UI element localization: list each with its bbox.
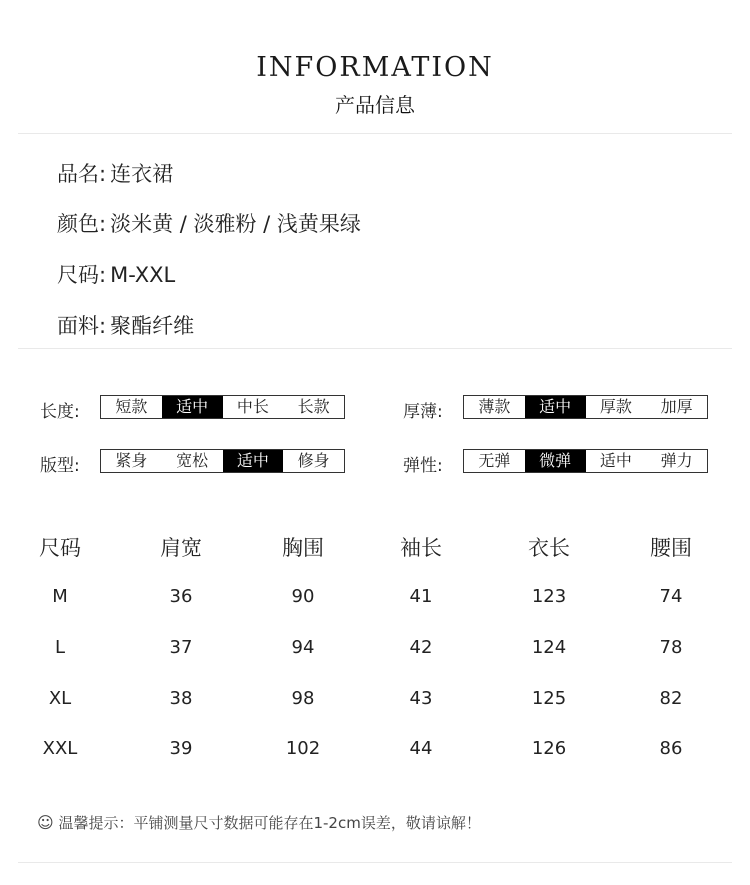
table-cell: 38 — [169, 688, 193, 709]
table-cell-size: XL — [48, 688, 72, 709]
divider — [18, 348, 732, 349]
table-cell: 123 — [531, 586, 567, 607]
page-title-en: INFORMATION — [256, 52, 494, 83]
table-cell: 44 — [409, 738, 433, 759]
attr-label-fit: 版型: — [40, 456, 80, 476]
table-cell: 37 — [169, 637, 193, 658]
info-label: 品名: — [57, 162, 107, 186]
table-cell: 86 — [659, 738, 683, 759]
info-value: M-XXL — [110, 263, 176, 287]
info-row-name — [57, 158, 173, 188]
table-header: 袖长 — [400, 536, 442, 560]
table-cell: 41 — [409, 586, 433, 607]
attr-box-elasticity — [463, 449, 708, 473]
attr-option: 中长 — [236, 397, 269, 416]
attr-option: 弹力 — [660, 451, 693, 470]
table-cell-size: L — [54, 637, 66, 658]
attr-option: 适中 — [599, 451, 632, 470]
tip — [37, 812, 481, 833]
table-cell: 78 — [659, 637, 683, 658]
table-cell: 39 — [169, 738, 193, 759]
table-header: 肩宽 — [160, 536, 202, 560]
table-cell: 90 — [291, 586, 315, 607]
attr-option: 无弹 — [478, 451, 511, 470]
table-cell: 74 — [659, 586, 683, 607]
info-row-color — [57, 208, 361, 238]
divider — [18, 862, 732, 863]
attr-option-selected: 适中 — [525, 396, 586, 418]
page-title-cn: 产品信息 — [335, 93, 415, 117]
table-cell: 126 — [531, 738, 567, 759]
attr-option: 修身 — [297, 451, 330, 470]
attr-box-fit — [100, 449, 345, 473]
table-cell-size: XXL — [42, 738, 78, 759]
divider — [18, 772, 732, 773]
info-value: 连衣裙 — [110, 162, 174, 186]
attr-label-elasticity: 弹性: — [403, 456, 443, 476]
table-cell: 102 — [285, 738, 321, 759]
attr-option: 短款 — [115, 397, 148, 416]
table-header: 衣长 — [528, 536, 570, 560]
info-row-fabric — [57, 310, 194, 340]
info-value: 聚酯纤维 — [110, 314, 195, 338]
table-cell: 94 — [291, 637, 315, 658]
attr-option: 长款 — [297, 397, 330, 416]
table-cell: 42 — [409, 637, 433, 658]
table-header: 胸围 — [282, 536, 324, 560]
table-cell: 125 — [531, 688, 567, 709]
table-header: 腰围 — [650, 536, 692, 560]
table-cell: 124 — [531, 637, 567, 658]
info-value: 淡米黄 / 淡雅粉 / 浅黄果绿 — [110, 212, 361, 236]
attr-option-selected: 微弹 — [525, 450, 586, 472]
attr-option: 厚款 — [599, 397, 632, 416]
attr-option-selected: 适中 — [162, 396, 223, 418]
divider — [18, 133, 732, 134]
table-cell: 43 — [409, 688, 433, 709]
smile-icon: ☺ — [37, 813, 54, 832]
attr-option-selected: 适中 — [223, 450, 284, 472]
attr-box-length — [100, 395, 345, 419]
table-cell: 98 — [291, 688, 315, 709]
table-header: 尺码 — [39, 536, 81, 560]
attr-option: 宽松 — [176, 451, 209, 470]
attr-option: 加厚 — [660, 397, 693, 416]
info-label: 面料: — [57, 314, 107, 338]
attr-label-thickness: 厚薄: — [403, 402, 443, 422]
info-row-size — [57, 259, 175, 289]
tip-text: 温馨提示：平铺测量尺寸数据可能存在1-2cm误差，敬请谅解！ — [58, 814, 481, 832]
attr-option: 薄款 — [478, 397, 511, 416]
table-cell-size: M — [52, 586, 68, 607]
info-label: 颜色: — [57, 212, 107, 236]
attr-box-thickness — [463, 395, 708, 419]
info-label: 尺码: — [57, 263, 107, 287]
attr-label-length: 长度: — [40, 402, 80, 422]
table-cell: 82 — [659, 688, 683, 709]
table-cell: 36 — [169, 586, 193, 607]
attr-option: 紧身 — [115, 451, 148, 470]
